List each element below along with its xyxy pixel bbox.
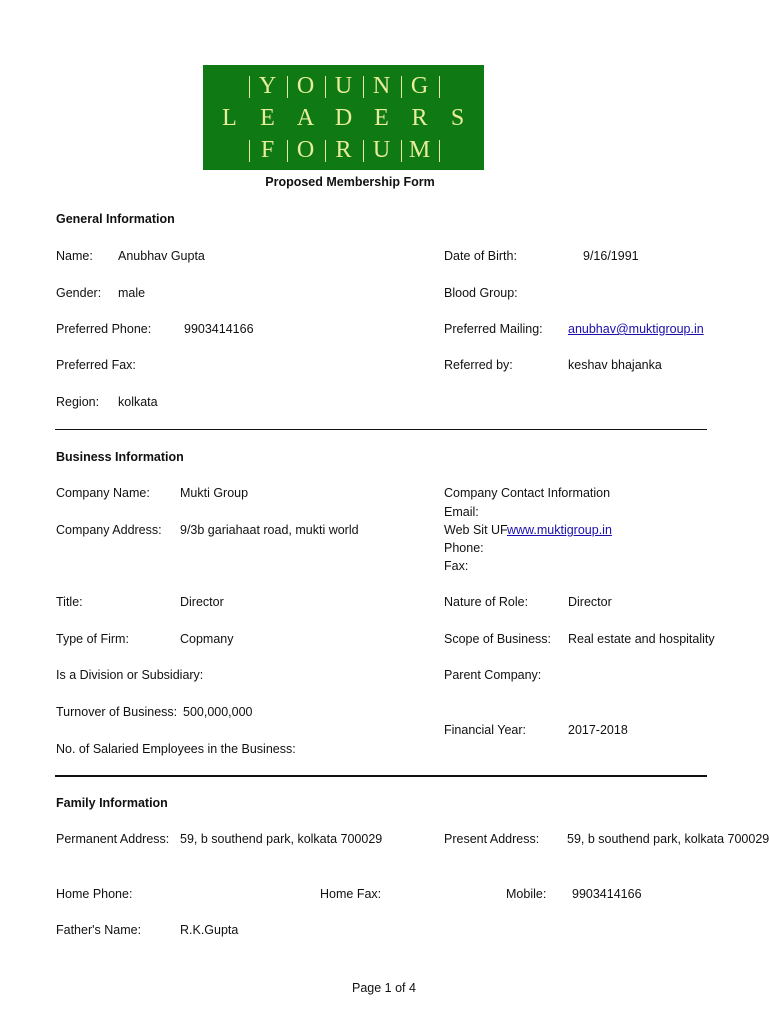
- logo-separator: [249, 76, 250, 98]
- title-label: Title:: [56, 595, 83, 609]
- company-name-value: Mukti Group: [180, 486, 249, 500]
- referred-by-value: keshav bhajanka: [568, 358, 662, 372]
- logo-separator: [325, 76, 326, 98]
- logo-separator: [287, 76, 288, 98]
- logo-separator: [439, 76, 440, 98]
- company-phone-label: Phone:: [444, 541, 484, 555]
- company-address-value: 9/3b gariahaat road, mukti world: [180, 523, 359, 537]
- present-address-value: 59, b southend park, kolkata 700029: [567, 832, 769, 846]
- logo-letter: D: [334, 105, 353, 131]
- email-link[interactable]: anubhav@muktigroup.in: [568, 322, 704, 336]
- logo-letter: M: [408, 137, 431, 163]
- nature-of-role-value: Director: [568, 595, 612, 609]
- logo-separator: [287, 140, 288, 162]
- logo-letter: U: [372, 137, 391, 163]
- company-name-label: Company Name:: [56, 486, 150, 500]
- logo-separator: [401, 140, 402, 162]
- name-value: Anubhav Gupta: [118, 249, 205, 263]
- present-address-label: Present Address:: [444, 832, 540, 846]
- preferred-phone-label: Preferred Phone:: [56, 322, 152, 336]
- logo-row: [203, 73, 484, 101]
- parent-company-label: Parent Company:: [444, 668, 542, 682]
- company-address-label: Company Address:: [56, 523, 162, 537]
- form-title: Proposed Membership Form: [265, 175, 435, 189]
- logo-letter: R: [335, 137, 352, 163]
- scope-of-business-value: Real estate and hospitality: [568, 632, 715, 646]
- general-heading: General Information: [56, 212, 175, 226]
- family-heading: Family Information: [56, 796, 168, 810]
- dob-value: 9/16/1991: [583, 249, 639, 263]
- preferred-fax-label: Preferred Fax:: [56, 358, 136, 372]
- logo-letter: S: [450, 105, 465, 131]
- turnover-value: 500,000,000: [183, 705, 253, 719]
- dob-label: Date of Birth:: [444, 249, 517, 263]
- logo-row: [203, 137, 484, 165]
- type-of-firm-value: Copmany: [180, 632, 234, 646]
- fathers-name-label: Father's Name:: [56, 923, 142, 937]
- region-label: Region:: [56, 395, 100, 409]
- employees-label: No. of Salaried Employees in the Business:: [56, 742, 296, 756]
- name-label: Name:: [56, 249, 93, 263]
- business-heading: Business Information: [56, 450, 184, 464]
- home-phone-label: Home Phone:: [56, 887, 133, 901]
- logo-separator: [325, 140, 326, 162]
- logo-letter: Y: [258, 73, 277, 99]
- preferred-mailing-value[interactable]: [568, 322, 708, 336]
- permanent-address-label: Permanent Address:: [56, 832, 170, 846]
- logo-separator: [249, 140, 250, 162]
- logo-letter: O: [296, 73, 315, 99]
- region-value: kolkata: [118, 395, 158, 409]
- logo-letter: G: [410, 73, 429, 99]
- home-fax-label: Home Fax:: [320, 887, 382, 901]
- gender-value: male: [118, 286, 146, 300]
- website-link[interactable]: www.muktigroup.in: [507, 523, 612, 537]
- section-divider: [55, 429, 707, 430]
- turnover-label: Turnover of Business:: [56, 705, 178, 719]
- referred-by-label: Referred by:: [444, 358, 513, 372]
- logo-letter: E: [374, 105, 389, 131]
- website-value[interactable]: [507, 523, 612, 537]
- logo-letter: U: [334, 73, 353, 99]
- page-number: Page 1 of 4: [352, 981, 416, 995]
- permanent-address-value: 59, b southend park, kolkata 700029: [180, 832, 383, 846]
- logo-letter: L: [222, 105, 237, 131]
- logo-separator: [363, 76, 364, 98]
- mobile-label: Mobile:: [506, 887, 547, 901]
- logo-letter: A: [296, 105, 315, 131]
- website-label: Web Sit UF: [444, 523, 508, 537]
- company-email-label: Email:: [444, 505, 479, 519]
- division-label: Is a Division or Subsidiary:: [56, 668, 204, 682]
- scope-of-business-label: Scope of Business:: [444, 632, 552, 646]
- mobile-value: 9903414166: [572, 887, 642, 901]
- company-contact-label: Company Contact Information: [444, 486, 611, 500]
- type-of-firm-label: Type of Firm:: [56, 632, 129, 646]
- fathers-name-value: R.K.Gupta: [180, 923, 239, 937]
- gender-label: Gender:: [56, 286, 102, 300]
- logo-letter: N: [372, 73, 391, 99]
- preferred-mailing-label: Preferred Mailing:: [444, 322, 543, 336]
- blood-group-label: Blood Group:: [444, 286, 518, 300]
- financial-year-label: Financial Year:: [444, 723, 527, 737]
- company-fax-label: Fax:: [444, 559, 469, 573]
- financial-year-value: 2017-2018: [568, 723, 628, 737]
- logo-letter: O: [296, 137, 315, 163]
- logo-letter: R: [411, 105, 428, 131]
- young-leaders-forum-logo: [203, 65, 484, 170]
- logo-separator: [363, 140, 364, 162]
- logo-letter: E: [260, 105, 275, 131]
- logo-separator: [439, 140, 440, 162]
- logo-row: [203, 105, 484, 133]
- preferred-phone-value: 9903414166: [184, 322, 254, 336]
- logo-separator: [401, 76, 402, 98]
- title-value: Director: [180, 595, 224, 609]
- logo-letter: F: [260, 137, 275, 163]
- section-divider: [55, 775, 707, 777]
- nature-of-role-label: Nature of Role:: [444, 595, 529, 609]
